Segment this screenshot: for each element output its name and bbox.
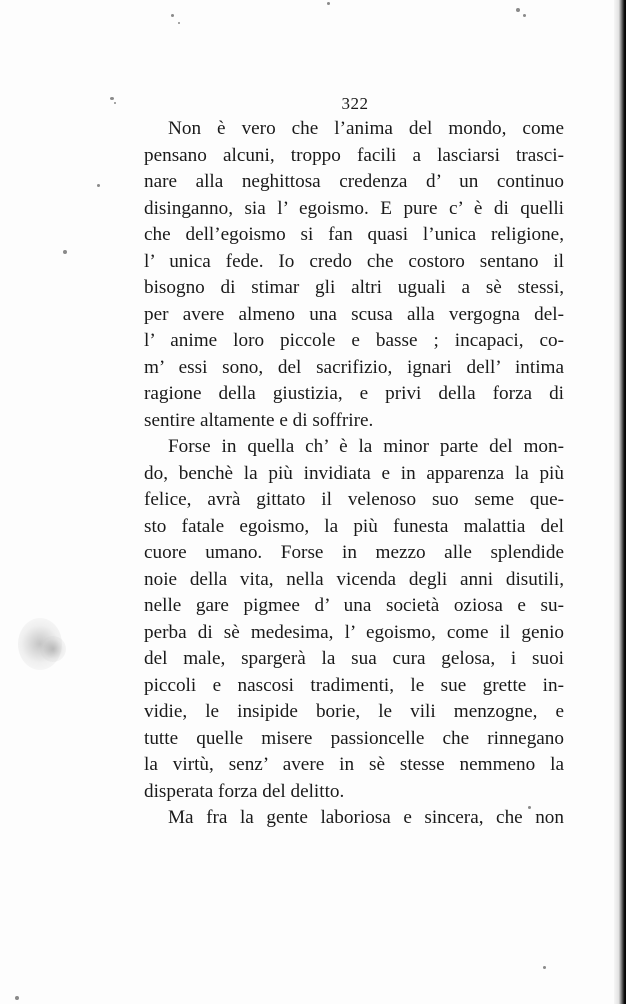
page-edge-shadow	[614, 0, 626, 1004]
text-line: che dell’egoismo si fan quasi l’unica religione,	[144, 224, 564, 245]
text-line: cuore umano. Forse in mezzo alle splendide	[144, 542, 564, 563]
text-line: Non è vero che l’anima del mondo, come	[168, 118, 564, 139]
text-line: disinganno, sia l’ egoismo. E pure c’ è di quelli	[144, 197, 564, 219]
text-line: per avere almeno una scusa alla vergogna del-	[144, 303, 564, 325]
text-line: vidie, le insipide borie, le vili menzogne, e	[144, 701, 564, 722]
text-line: del male, spargerà la sua cura gelosa, i suoi	[144, 648, 564, 669]
text-line: nelle gare pigmee d’ una società oziosa e su-	[144, 595, 564, 616]
text-line: sentire altamente e di soffrire.	[144, 409, 374, 431]
text-line: Ma fra la gente laboriosa e sincera, che non	[168, 807, 564, 828]
text-line: felice, avrà gittato il velenoso suo seme que-	[144, 489, 564, 510]
scan-speck	[63, 250, 67, 254]
scan-speck	[15, 996, 19, 1000]
scan-speck	[516, 8, 520, 12]
text-line: m’ essi sono, del sacrifizio, ignari dell’ intima	[144, 356, 564, 378]
text-line: pensano alcuni, troppo facili a lasciarsi trasci-	[144, 144, 564, 166]
scan-speck	[327, 2, 330, 5]
text-line: ragione della giustizia, e privi della forza di	[144, 383, 564, 404]
text-line: nare alla neghittosa credenza d’ un continuo	[144, 171, 564, 192]
text-line: tutte quelle misere passioncelle che rinnegano	[144, 727, 564, 749]
scan-stain	[40, 636, 66, 662]
scan-speck	[523, 14, 526, 17]
text-line: noie della vita, nella vicenda degli anni disutili,	[144, 568, 564, 590]
scan-speck	[97, 184, 100, 187]
text-line: sto fatale egoismo, la più funesta malattia del	[144, 515, 564, 537]
text-line: l’ anime loro piccole e basse ; incapaci, co-	[144, 330, 564, 351]
text-line: disperata forza del delitto.	[144, 780, 345, 802]
body-text	[144, 116, 564, 832]
scan-speck	[114, 102, 116, 104]
scan-speck	[178, 22, 180, 24]
text-line: bisogno di stimar gli altri uguali a sè stessi,	[144, 277, 564, 298]
text-line: l’ unica fede. Io credo che costoro sentano il	[144, 250, 564, 272]
scan-speck	[110, 97, 114, 100]
text-line: la virtù, senz’ avere in sè stesse nemmeno la	[144, 754, 564, 775]
text-line: perba di sè medesima, l’ egoismo, come il genio	[144, 621, 564, 643]
text-line: do, benchè la più invidiata e in apparenza la più	[144, 462, 564, 484]
scan-speck	[543, 966, 546, 969]
text-line: Forse in quella ch’ è la minor parte del mon-	[168, 436, 564, 457]
text-line: piccoli e nascosi tradimenti, le sue grette in-	[144, 674, 564, 696]
scan-speck	[171, 14, 174, 17]
page-number: 322	[341, 94, 369, 113]
